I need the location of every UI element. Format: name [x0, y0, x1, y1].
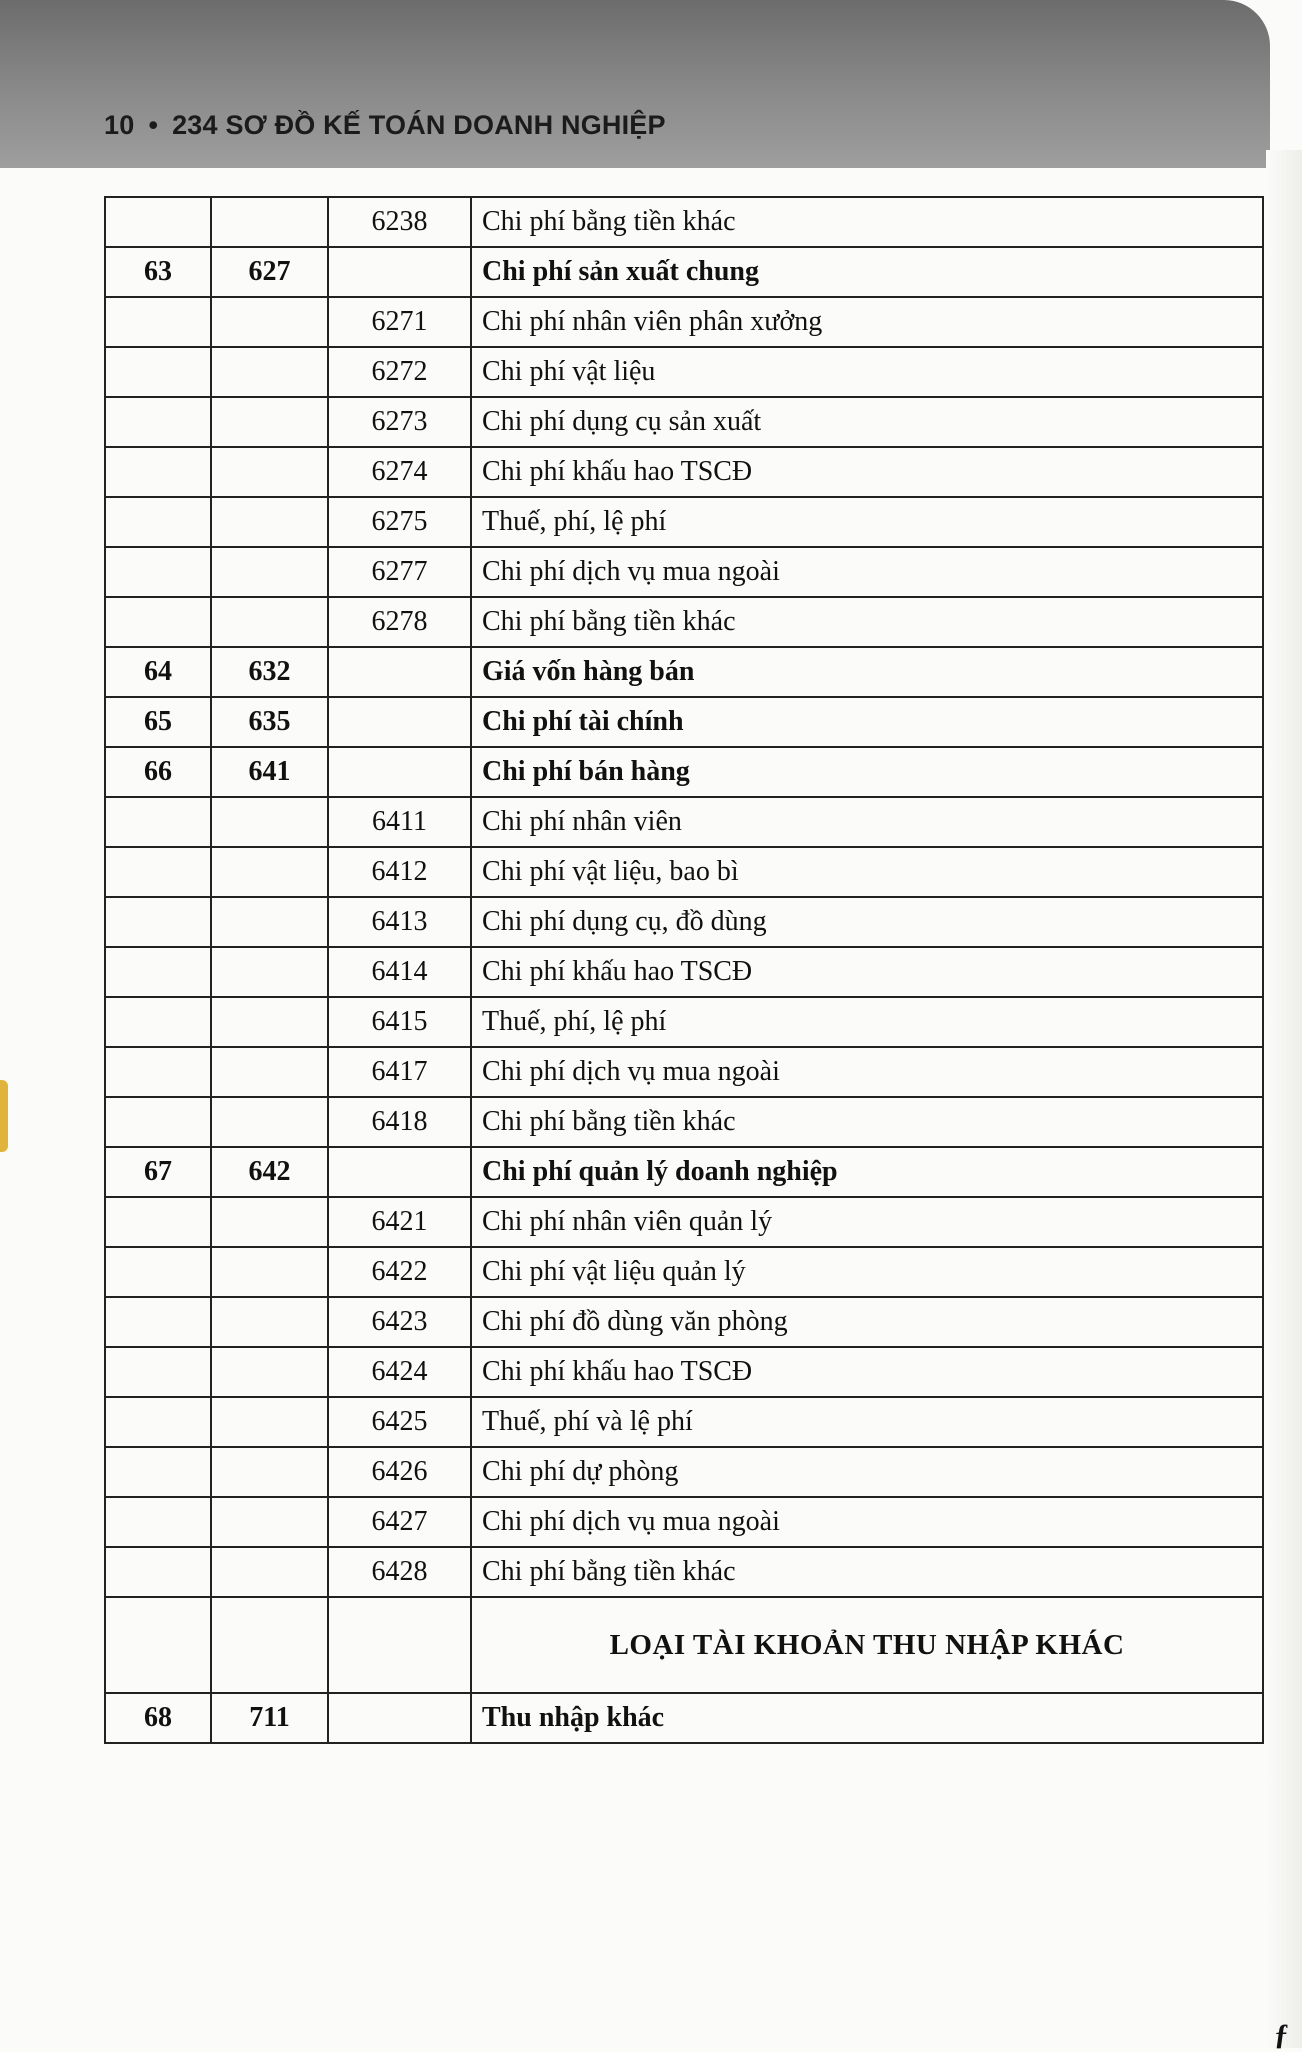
stt-cell — [105, 347, 211, 397]
table-row — [105, 1693, 1263, 1743]
level2-account-cell: 6275 — [328, 497, 471, 547]
section-heading: LOẠI TÀI KHOẢN THU NHẬP KHÁC — [471, 1597, 1263, 1693]
account-name-cell: Chi phí dịch vụ mua ngoài — [471, 547, 1263, 597]
account-name-cell: Chi phí vật liệu — [471, 347, 1263, 397]
book-title: 234 SƠ ĐỒ KẾ TOÁN DOANH NGHIỆP — [172, 110, 666, 140]
stt-cell — [105, 797, 211, 847]
level2-account-cell: 6421 — [328, 1197, 471, 1247]
account-name-cell: Chi phí đồ dùng văn phòng — [471, 1297, 1263, 1347]
stt-cell — [105, 447, 211, 497]
stt-cell — [105, 1497, 211, 1547]
level1-account-cell — [211, 1097, 328, 1147]
corner-mark: ƒ — [1274, 2018, 1289, 2051]
level2-account-cell — [328, 747, 471, 797]
level1-account-cell — [211, 347, 328, 397]
level1-account-cell — [211, 1297, 328, 1347]
table-row — [105, 1247, 1263, 1297]
account-name-cell: Chi phí dụng cụ, đồ dùng — [471, 897, 1263, 947]
level1-account-cell — [211, 597, 328, 647]
level2-account-cell — [328, 697, 471, 747]
stt-cell — [105, 547, 211, 597]
account-name-cell: Chi phí bằng tiền khác — [471, 1097, 1263, 1147]
level2-account-cell: 6423 — [328, 1297, 471, 1347]
table-row — [105, 1097, 1263, 1147]
level2-account-cell: 6274 — [328, 447, 471, 497]
table-row — [105, 1147, 1263, 1197]
account-table-body — [105, 197, 1263, 1743]
level2-account-cell: 6272 — [328, 347, 471, 397]
table-row — [105, 347, 1263, 397]
stt-cell: 65 — [105, 697, 211, 747]
stt-cell — [105, 1297, 211, 1347]
stt-cell: 67 — [105, 1147, 211, 1197]
account-name-cell: Chi phí khấu hao TSCĐ — [471, 1347, 1263, 1397]
table-row — [105, 497, 1263, 547]
page-header — [104, 110, 666, 141]
account-name-cell: Chi phí vật liệu, bao bì — [471, 847, 1263, 897]
stt-cell: 66 — [105, 747, 211, 797]
account-name-cell: Chi phí khấu hao TSCĐ — [471, 947, 1263, 997]
level2-account-cell: 6271 — [328, 297, 471, 347]
level1-account-cell: 635 — [211, 697, 328, 747]
account-name-cell: Chi phí nhân viên phân xưởng — [471, 297, 1263, 347]
level1-account-cell — [211, 1397, 328, 1447]
stt-cell — [105, 497, 211, 547]
stt-cell — [105, 847, 211, 897]
stt-cell — [105, 1397, 211, 1447]
stt-cell — [105, 947, 211, 997]
stt-cell — [105, 597, 211, 647]
level1-account-cell — [211, 897, 328, 947]
stt-cell — [105, 1547, 211, 1597]
table-row — [105, 997, 1263, 1047]
level1-account-cell — [211, 1497, 328, 1547]
level2-account-cell: 6273 — [328, 397, 471, 447]
stt-cell — [105, 297, 211, 347]
empty-cell — [211, 1597, 328, 1693]
section-heading-row — [105, 1597, 1263, 1693]
level1-account-cell — [211, 197, 328, 247]
level2-account-cell: 6278 — [328, 597, 471, 647]
account-name-cell: Chi phí dụng cụ sản xuất — [471, 397, 1263, 447]
account-name-cell: Chi phí nhân viên quản lý — [471, 1197, 1263, 1247]
table-row — [105, 397, 1263, 447]
level2-account-cell: 6415 — [328, 997, 471, 1047]
level2-account-cell: 6277 — [328, 547, 471, 597]
page-edge-shadow — [1266, 150, 1302, 2048]
stt-cell — [105, 1047, 211, 1097]
table-row — [105, 1497, 1263, 1547]
account-name-cell: Giá vốn hàng bán — [471, 647, 1263, 697]
level1-account-cell: 641 — [211, 747, 328, 797]
table-row — [105, 947, 1263, 997]
stt-cell — [105, 1197, 211, 1247]
table-row — [105, 1297, 1263, 1347]
table-row — [105, 1547, 1263, 1597]
stt-cell — [105, 397, 211, 447]
level1-account-cell — [211, 1447, 328, 1497]
level2-account-cell: 6414 — [328, 947, 471, 997]
account-name-cell: Thuế, phí, lệ phí — [471, 497, 1263, 547]
account-name-cell: Chi phí sản xuất chung — [471, 247, 1263, 297]
account-name-cell: Chi phí bằng tiền khác — [471, 197, 1263, 247]
account-name-cell: Chi phí bán hàng — [471, 747, 1263, 797]
stt-cell: 63 — [105, 247, 211, 297]
table-row — [105, 1197, 1263, 1247]
stt-cell — [105, 1447, 211, 1497]
page-header-band — [0, 0, 1270, 168]
table-row — [105, 1347, 1263, 1397]
table-row — [105, 897, 1263, 947]
table-row — [105, 197, 1263, 247]
level1-account-cell — [211, 1047, 328, 1097]
account-name-cell: Chi phí dịch vụ mua ngoài — [471, 1047, 1263, 1097]
account-name-cell: Chi phí bằng tiền khác — [471, 1547, 1263, 1597]
level2-account-cell: 6417 — [328, 1047, 471, 1097]
level1-account-cell — [211, 847, 328, 897]
level2-account-cell: 6427 — [328, 1497, 471, 1547]
level2-account-cell: 6411 — [328, 797, 471, 847]
table-row — [105, 1447, 1263, 1497]
page-number: 10 — [104, 110, 135, 140]
stt-cell — [105, 897, 211, 947]
account-table — [104, 196, 1264, 1744]
table-row — [105, 647, 1263, 697]
level2-account-cell: 6412 — [328, 847, 471, 897]
stt-cell — [105, 997, 211, 1047]
level1-account-cell: 711 — [211, 1693, 328, 1743]
account-name-cell: Chi phí quản lý doanh nghiệp — [471, 1147, 1263, 1197]
account-name-cell: Thuế, phí và lệ phí — [471, 1397, 1263, 1447]
account-name-cell: Chi phí khấu hao TSCĐ — [471, 447, 1263, 497]
level2-account-cell: 6426 — [328, 1447, 471, 1497]
level2-account-cell: 6425 — [328, 1397, 471, 1447]
level1-account-cell: 642 — [211, 1147, 328, 1197]
stt-cell: 64 — [105, 647, 211, 697]
table-row — [105, 297, 1263, 347]
stt-cell — [105, 1347, 211, 1397]
account-name-cell: Chi phí dịch vụ mua ngoài — [471, 1497, 1263, 1547]
bookmark-tab — [0, 1080, 8, 1152]
level1-account-cell — [211, 447, 328, 497]
level1-account-cell — [211, 1347, 328, 1397]
table-row — [105, 447, 1263, 497]
table-row — [105, 547, 1263, 597]
account-name-cell: Chi phí dự phòng — [471, 1447, 1263, 1497]
table-row — [105, 1047, 1263, 1097]
account-name-cell: Chi phí nhân viên — [471, 797, 1263, 847]
table-row — [105, 1397, 1263, 1447]
level2-account-cell: 6413 — [328, 897, 471, 947]
level1-account-cell — [211, 297, 328, 347]
level2-account-cell — [328, 247, 471, 297]
level1-account-cell — [211, 947, 328, 997]
level2-account-cell — [328, 1693, 471, 1743]
level1-account-cell — [211, 1547, 328, 1597]
level2-account-cell: 6238 — [328, 197, 471, 247]
stt-cell — [105, 1247, 211, 1297]
header-separator: • — [148, 110, 159, 140]
table-row — [105, 797, 1263, 847]
level2-account-cell: 6422 — [328, 1247, 471, 1297]
stt-cell — [105, 197, 211, 247]
level1-account-cell — [211, 997, 328, 1047]
level2-account-cell: 6428 — [328, 1547, 471, 1597]
stt-cell — [105, 1097, 211, 1147]
table-row — [105, 247, 1263, 297]
level2-account-cell — [328, 1147, 471, 1197]
level1-account-cell — [211, 1247, 328, 1297]
account-name-cell: Thuế, phí, lệ phí — [471, 997, 1263, 1047]
account-name-cell: Thu nhập khác — [471, 1693, 1263, 1743]
level1-account-cell: 627 — [211, 247, 328, 297]
table-row — [105, 847, 1263, 897]
level1-account-cell — [211, 397, 328, 447]
empty-cell — [105, 1597, 211, 1693]
level2-account-cell: 6418 — [328, 1097, 471, 1147]
level1-account-cell — [211, 1197, 328, 1247]
stt-cell: 68 — [105, 1693, 211, 1743]
level2-account-cell — [328, 647, 471, 697]
level1-account-cell — [211, 547, 328, 597]
account-name-cell: Chi phí tài chính — [471, 697, 1263, 747]
level1-account-cell — [211, 797, 328, 847]
table-row — [105, 597, 1263, 647]
table-row — [105, 697, 1263, 747]
table-row — [105, 747, 1263, 797]
level1-account-cell — [211, 497, 328, 547]
account-name-cell: Chi phí vật liệu quản lý — [471, 1247, 1263, 1297]
level1-account-cell: 632 — [211, 647, 328, 697]
level2-account-cell: 6424 — [328, 1347, 471, 1397]
empty-cell — [328, 1597, 471, 1693]
account-name-cell: Chi phí bằng tiền khác — [471, 597, 1263, 647]
